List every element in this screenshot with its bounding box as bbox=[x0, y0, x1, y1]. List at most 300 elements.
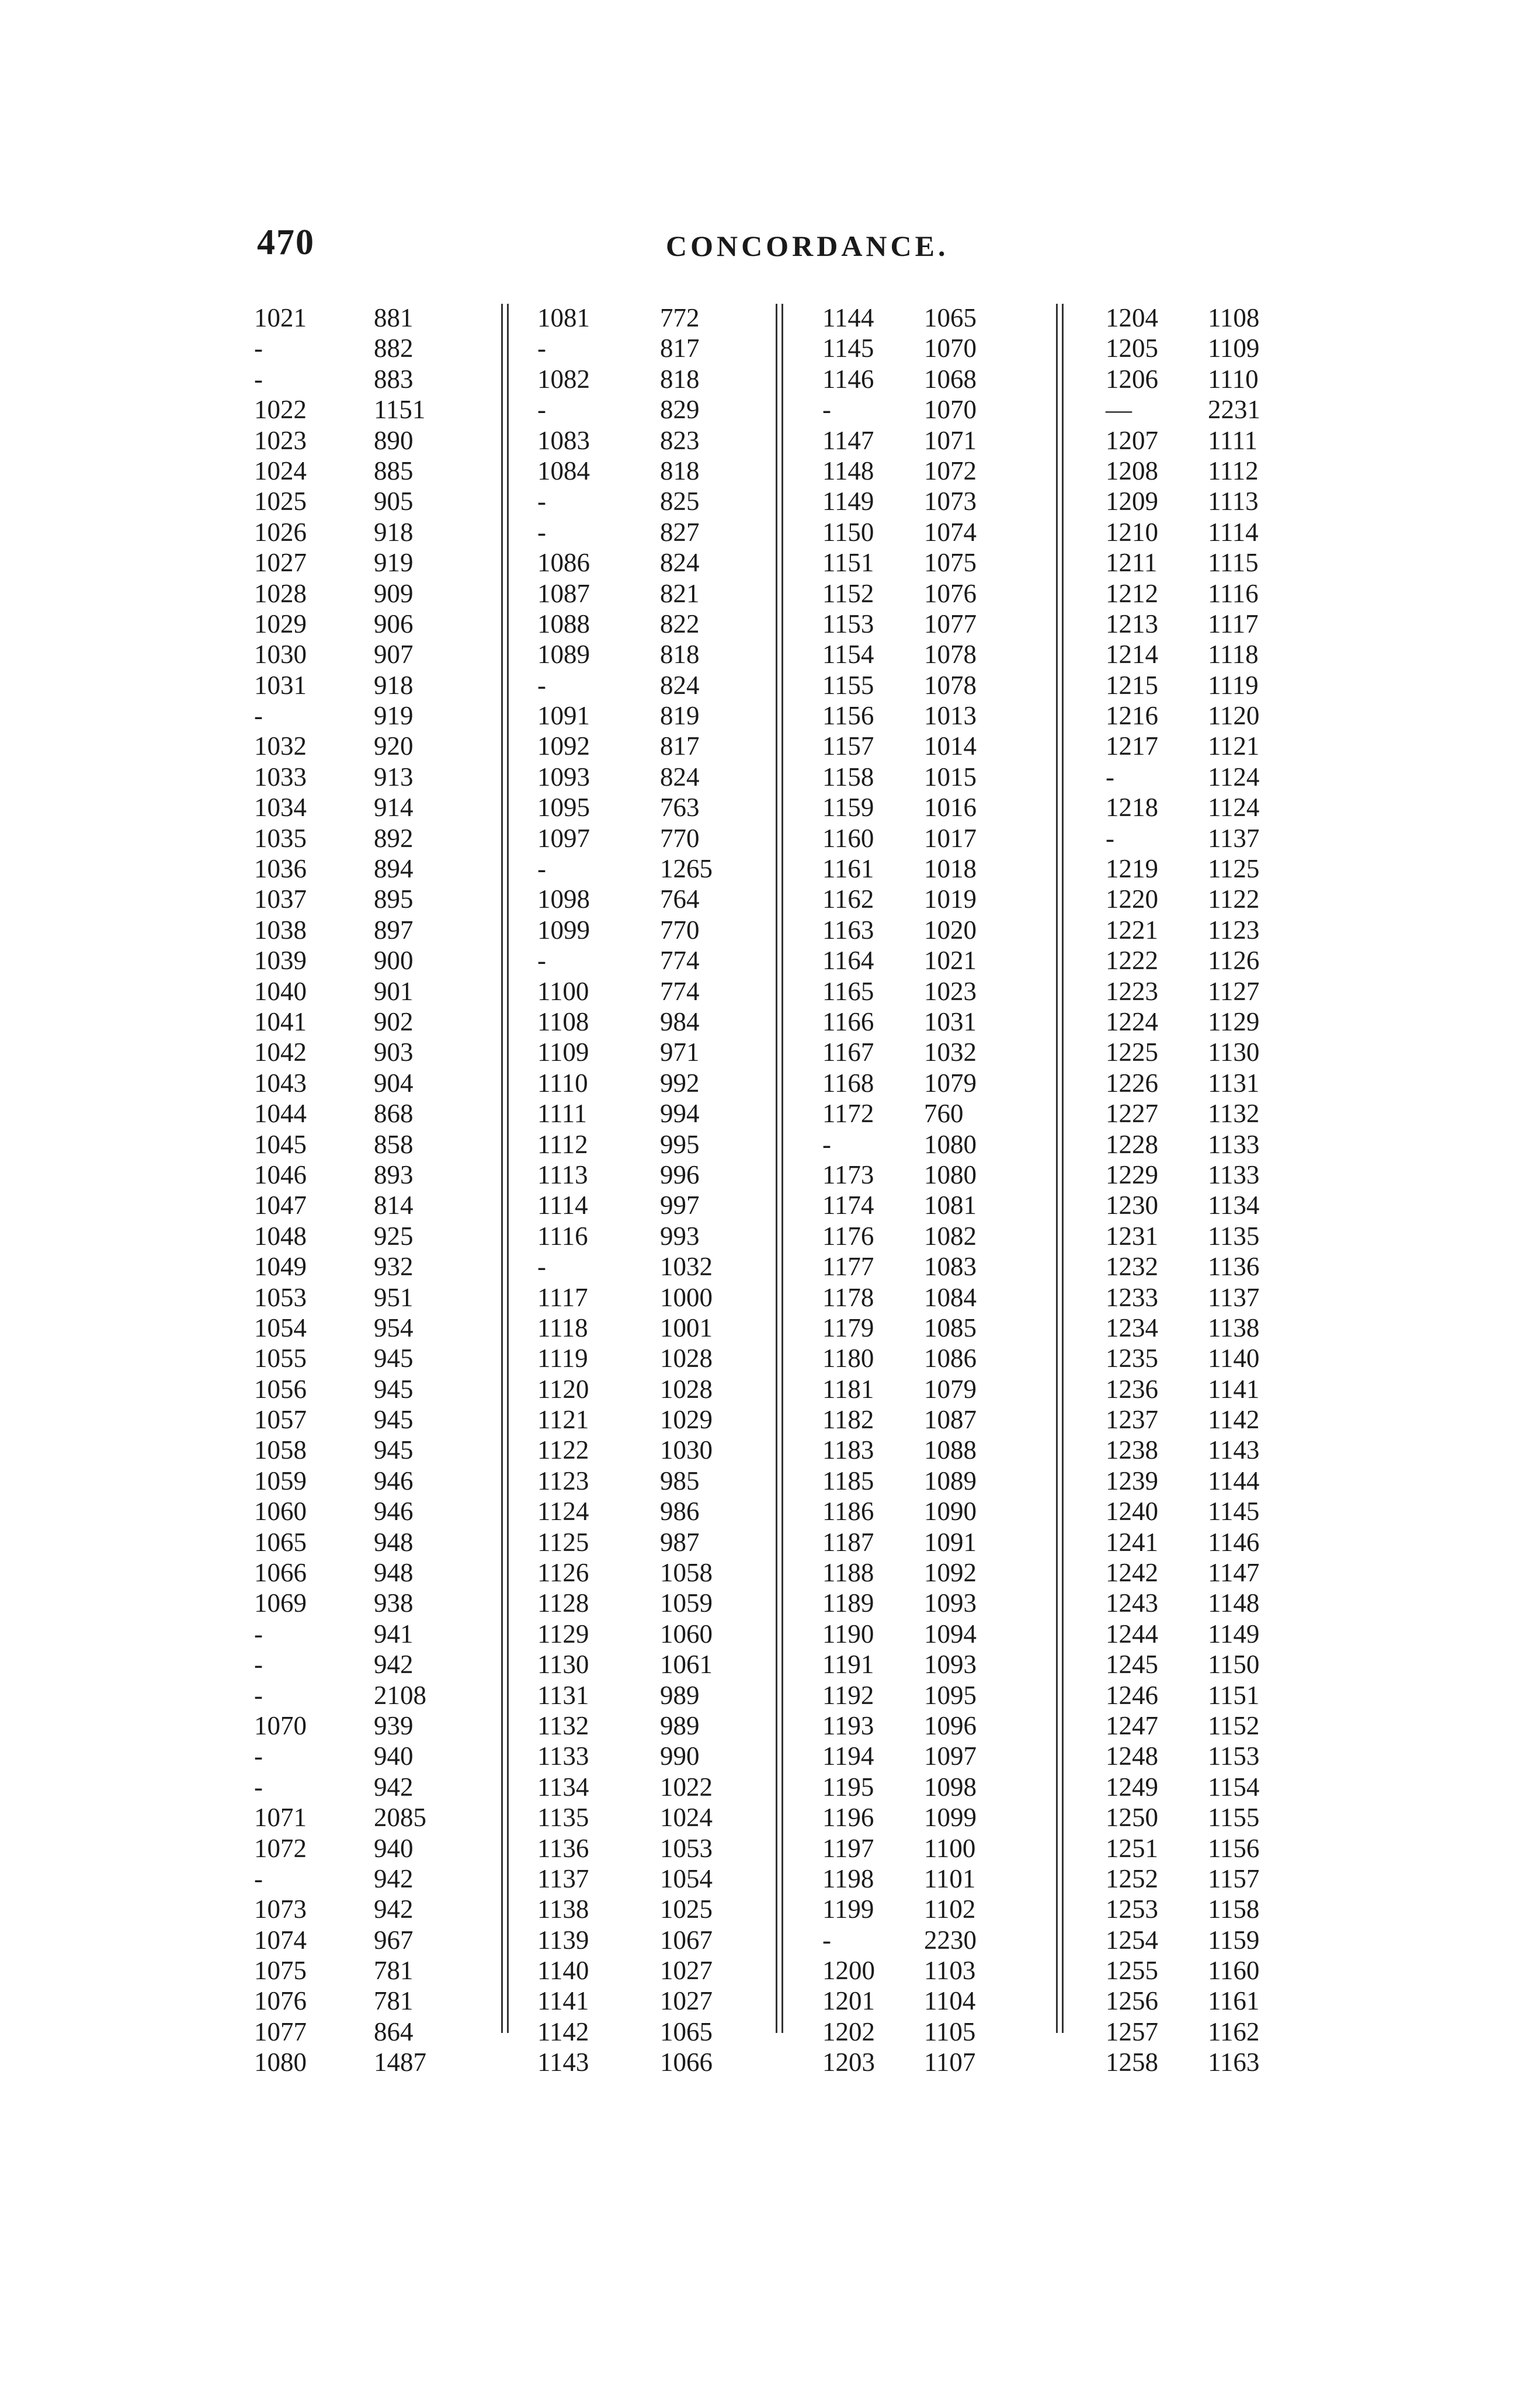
edition-reference: 1139 bbox=[537, 1925, 589, 1955]
column-divider bbox=[776, 304, 777, 2033]
concordance-reference: 989 bbox=[660, 1680, 700, 1710]
concordance-reference: 1020 bbox=[924, 915, 977, 945]
concordance-reference: 1093 bbox=[924, 1588, 977, 1618]
concordance-reference: 948 bbox=[374, 1527, 414, 1557]
concordance-reference: 774 bbox=[660, 976, 700, 1006]
edition-reference: - bbox=[254, 1772, 263, 1802]
edition-reference: 1057 bbox=[254, 1405, 307, 1435]
concordance-reference: 1061 bbox=[660, 1650, 713, 1680]
edition-reference: 1025 bbox=[254, 487, 307, 516]
edition-reference: 1135 bbox=[537, 1803, 589, 1833]
edition-reference: 1195 bbox=[822, 1772, 874, 1802]
concordance-reference: 1098 bbox=[924, 1772, 977, 1802]
concordance-reference: 954 bbox=[374, 1313, 414, 1342]
concordance-reference: 1156 bbox=[1208, 1833, 1260, 1863]
edition-reference: - bbox=[537, 854, 546, 884]
concordance-reference: 1070 bbox=[924, 395, 977, 425]
edition-reference: 1024 bbox=[254, 456, 307, 485]
edition-reference: 1126 bbox=[537, 1558, 589, 1588]
edition-reference: 1036 bbox=[254, 854, 307, 884]
edition-reference: 1188 bbox=[822, 1558, 874, 1588]
concordance-reference: 1028 bbox=[660, 1374, 713, 1404]
concordance-reference: 918 bbox=[374, 517, 414, 547]
concordance-reference: 1000 bbox=[660, 1282, 713, 1312]
edition-reference: 1183 bbox=[822, 1435, 874, 1465]
edition-reference: 1108 bbox=[537, 1007, 589, 1036]
edition-reference: 1045 bbox=[254, 1129, 307, 1159]
column-4-left bbox=[1106, 303, 1158, 2078]
concordance-reference: 781 bbox=[374, 1956, 414, 1986]
edition-reference: 1193 bbox=[822, 1710, 874, 1740]
concordance-reference: 1158 bbox=[1208, 1895, 1260, 1924]
edition-reference: 1187 bbox=[822, 1527, 874, 1557]
edition-reference: 1113 bbox=[537, 1160, 588, 1189]
edition-reference: 1251 bbox=[1106, 1833, 1158, 1863]
edition-reference: 1028 bbox=[254, 578, 307, 608]
edition-reference: 1109 bbox=[537, 1038, 589, 1067]
edition-reference: 1168 bbox=[822, 1068, 874, 1098]
edition-reference: 1233 bbox=[1106, 1282, 1158, 1312]
concordance-reference: 1093 bbox=[924, 1650, 977, 1680]
concordance-reference: 1080 bbox=[924, 1129, 977, 1159]
page-number: 470 bbox=[257, 223, 315, 262]
edition-reference: 1208 bbox=[1106, 456, 1158, 485]
concordance-reference: 824 bbox=[660, 762, 700, 792]
concordance-reference: 818 bbox=[660, 364, 700, 394]
edition-reference: 1030 bbox=[254, 640, 307, 669]
concordance-reference: 821 bbox=[660, 578, 700, 608]
concordance-reference: 1019 bbox=[924, 884, 977, 914]
edition-reference: 1197 bbox=[822, 1833, 874, 1863]
concordance-reference: 895 bbox=[374, 884, 414, 914]
edition-reference: 1239 bbox=[1106, 1466, 1158, 1496]
concordance-reference: 1118 bbox=[1208, 640, 1259, 669]
edition-reference: 1058 bbox=[254, 1435, 307, 1465]
edition-reference: 1194 bbox=[822, 1741, 874, 1771]
concordance-reference: 2085 bbox=[374, 1803, 426, 1833]
concordance-reference: 951 bbox=[374, 1282, 414, 1312]
concordance-reference: 2230 bbox=[924, 1925, 977, 1955]
concordance-reference: 1102 bbox=[924, 1895, 976, 1924]
edition-reference: 1089 bbox=[537, 640, 590, 669]
concordance-reference: 2108 bbox=[374, 1680, 426, 1710]
edition-reference: 1189 bbox=[822, 1588, 874, 1618]
edition-reference: 1173 bbox=[822, 1160, 874, 1189]
column-divider bbox=[1062, 304, 1064, 2033]
concordance-reference: 823 bbox=[660, 425, 700, 455]
edition-reference: 1190 bbox=[822, 1619, 874, 1649]
edition-reference: 1055 bbox=[254, 1344, 307, 1373]
edition-reference: 1227 bbox=[1106, 1099, 1158, 1129]
edition-reference: 1177 bbox=[822, 1252, 874, 1282]
concordance-reference: 2231 bbox=[1208, 395, 1260, 425]
concordance-reference: 1107 bbox=[924, 2048, 976, 2077]
edition-reference: - bbox=[254, 1680, 263, 1710]
edition-reference: - bbox=[254, 701, 263, 731]
concordance-reference: 1096 bbox=[924, 1710, 977, 1740]
edition-reference: 1120 bbox=[537, 1374, 589, 1404]
edition-reference: 1224 bbox=[1106, 1007, 1158, 1036]
edition-reference: 1042 bbox=[254, 1038, 307, 1067]
edition-reference: 1111 bbox=[537, 1099, 587, 1129]
concordance-reference: 905 bbox=[374, 487, 414, 516]
concordance-reference: 1078 bbox=[924, 670, 977, 700]
concordance-reference: 989 bbox=[660, 1710, 700, 1740]
concordance-reference: 1025 bbox=[660, 1895, 713, 1924]
edition-reference: 1211 bbox=[1106, 548, 1158, 578]
edition-reference: 1203 bbox=[822, 2048, 875, 2077]
concordance-reference: 940 bbox=[374, 1833, 414, 1863]
concordance-reference: 1073 bbox=[924, 487, 977, 516]
concordance-reference: 1071 bbox=[924, 425, 977, 455]
concordance-reference: 1013 bbox=[924, 701, 977, 731]
edition-reference: 1223 bbox=[1106, 976, 1158, 1006]
edition-reference: 1252 bbox=[1106, 1864, 1158, 1893]
edition-reference: 1150 bbox=[822, 517, 874, 547]
concordance-reference: 945 bbox=[374, 1374, 414, 1404]
edition-reference: 1244 bbox=[1106, 1619, 1158, 1649]
concordance-reference: 918 bbox=[374, 670, 414, 700]
edition-reference: 1202 bbox=[822, 2017, 875, 2046]
concordance-reference: 1157 bbox=[1208, 1864, 1260, 1893]
concordance-reference: 1154 bbox=[1208, 1772, 1260, 1802]
edition-reference: 1229 bbox=[1106, 1160, 1158, 1189]
edition-reference: 1192 bbox=[822, 1680, 874, 1710]
concordance-reference: 1018 bbox=[924, 854, 977, 884]
edition-reference: 1206 bbox=[1106, 364, 1158, 394]
edition-reference: - bbox=[537, 946, 546, 976]
concordance-reference: 1137 bbox=[1208, 1282, 1260, 1312]
edition-reference: 1147 bbox=[822, 425, 874, 455]
concordance-reference: 948 bbox=[374, 1558, 414, 1588]
concordance-reference: 1141 bbox=[1208, 1374, 1260, 1404]
edition-reference: 1118 bbox=[537, 1313, 588, 1342]
edition-reference: 1146 bbox=[822, 364, 874, 394]
edition-reference: 1164 bbox=[822, 946, 874, 976]
edition-reference: 1056 bbox=[254, 1374, 307, 1404]
edition-reference: 1128 bbox=[537, 1588, 589, 1618]
concordance-reference: 1153 bbox=[1208, 1741, 1260, 1771]
edition-reference: 1248 bbox=[1106, 1741, 1158, 1771]
edition-reference: 1070 bbox=[254, 1710, 307, 1740]
concordance-reference: 829 bbox=[660, 395, 700, 425]
edition-reference: 1250 bbox=[1106, 1803, 1158, 1833]
edition-reference: 1130 bbox=[537, 1650, 589, 1680]
edition-reference: 1221 bbox=[1106, 915, 1158, 945]
concordance-reference: 1028 bbox=[660, 1344, 713, 1373]
concordance-reference: 858 bbox=[374, 1129, 414, 1159]
concordance-reference: 1145 bbox=[1208, 1497, 1260, 1526]
concordance-reference: 996 bbox=[660, 1160, 700, 1189]
concordance-reference: 819 bbox=[660, 701, 700, 731]
concordance-reference: 909 bbox=[374, 578, 414, 608]
edition-reference: 1069 bbox=[254, 1588, 307, 1618]
concordance-reference: 1027 bbox=[660, 1956, 713, 1986]
edition-reference: 1160 bbox=[822, 823, 874, 853]
edition-reference: - bbox=[254, 1864, 263, 1893]
concordance-reference: 1065 bbox=[924, 303, 977, 332]
concordance-reference: 939 bbox=[374, 1710, 414, 1740]
edition-reference: 1180 bbox=[822, 1344, 874, 1373]
concordance-reference: 1081 bbox=[924, 1191, 977, 1220]
concordance-reference: 1053 bbox=[660, 1833, 713, 1863]
edition-reference: 1141 bbox=[537, 1986, 589, 2016]
concordance-reference: 902 bbox=[374, 1007, 414, 1036]
concordance-reference: 990 bbox=[660, 1741, 700, 1771]
concordance-reference: 1152 bbox=[1208, 1710, 1260, 1740]
edition-reference: 1053 bbox=[254, 1282, 307, 1312]
edition-reference: 1066 bbox=[254, 1558, 307, 1588]
edition-reference: 1093 bbox=[537, 762, 590, 792]
edition-reference: 1235 bbox=[1106, 1344, 1158, 1373]
concordance-reference: 1133 bbox=[1208, 1129, 1260, 1159]
running-title: CONCORDANCE. bbox=[666, 230, 949, 262]
edition-reference: 1236 bbox=[1106, 1374, 1158, 1404]
concordance-reference: 1016 bbox=[924, 793, 977, 823]
concordance-reference: 897 bbox=[374, 915, 414, 945]
concordance-reference: 1059 bbox=[660, 1588, 713, 1618]
edition-reference: 1205 bbox=[1106, 334, 1158, 363]
concordance-reference: 942 bbox=[374, 1895, 414, 1924]
edition-reference: 1134 bbox=[537, 1772, 589, 1802]
concordance-reference: 1089 bbox=[924, 1466, 977, 1496]
concordance-reference: 1124 bbox=[1208, 762, 1260, 792]
concordance-reference: 764 bbox=[660, 884, 700, 914]
concordance-reference: 1126 bbox=[1208, 946, 1260, 976]
concordance-reference: 1144 bbox=[1208, 1466, 1260, 1496]
edition-reference: 1047 bbox=[254, 1191, 307, 1220]
edition-reference: 1148 bbox=[822, 456, 874, 485]
edition-reference: 1232 bbox=[1106, 1252, 1158, 1282]
column-divider bbox=[501, 304, 503, 2033]
concordance-reference: 1117 bbox=[1208, 609, 1259, 639]
edition-reference: 1157 bbox=[822, 731, 874, 761]
edition-reference: 1059 bbox=[254, 1466, 307, 1496]
edition-reference: 1044 bbox=[254, 1099, 307, 1129]
concordance-reference: 1085 bbox=[924, 1313, 977, 1342]
edition-reference: 1136 bbox=[537, 1833, 589, 1863]
edition-reference: 1213 bbox=[1106, 609, 1158, 639]
concordance-reference: 822 bbox=[660, 609, 700, 639]
concordance-reference: 1070 bbox=[924, 334, 977, 363]
concordance-reference: 818 bbox=[660, 456, 700, 485]
concordance-reference: 1001 bbox=[660, 1313, 713, 1342]
concordance-reference: 1080 bbox=[924, 1160, 977, 1189]
concordance-reference: 984 bbox=[660, 1007, 700, 1036]
concordance-reference: 1099 bbox=[924, 1803, 977, 1833]
concordance-reference: 919 bbox=[374, 701, 414, 731]
concordance-reference: 1087 bbox=[924, 1405, 977, 1435]
edition-reference: 1215 bbox=[1106, 670, 1158, 700]
concordance-reference: 885 bbox=[374, 456, 414, 485]
edition-reference: 1255 bbox=[1106, 1956, 1158, 1986]
edition-reference: 1027 bbox=[254, 548, 307, 578]
concordance-reference: 1091 bbox=[924, 1527, 977, 1557]
concordance-reference: 818 bbox=[660, 640, 700, 669]
concordance-reference: 1138 bbox=[1208, 1313, 1260, 1342]
concordance-reference: 946 bbox=[374, 1497, 414, 1526]
concordance-reference: 992 bbox=[660, 1068, 700, 1098]
edition-reference: 1119 bbox=[537, 1344, 588, 1373]
edition-reference: 1095 bbox=[537, 793, 590, 823]
concordance-reference: 1094 bbox=[924, 1619, 977, 1649]
edition-reference: 1179 bbox=[822, 1313, 874, 1342]
concordance-reference: 1027 bbox=[660, 1986, 713, 2016]
edition-reference: 1049 bbox=[254, 1252, 307, 1282]
column-3-left bbox=[822, 303, 875, 2078]
edition-reference: 1156 bbox=[822, 701, 874, 731]
edition-reference: 1242 bbox=[1106, 1558, 1158, 1588]
edition-reference: 1022 bbox=[254, 395, 307, 425]
column-divider bbox=[1056, 304, 1058, 2033]
concordance-reference: 1031 bbox=[924, 1007, 977, 1036]
edition-reference: - bbox=[537, 395, 546, 425]
concordance-reference: 1125 bbox=[1208, 854, 1260, 884]
edition-reference: 1210 bbox=[1106, 517, 1158, 547]
concordance-reference: 1084 bbox=[924, 1282, 977, 1312]
concordance-reference: 942 bbox=[374, 1650, 414, 1680]
edition-reference: 1243 bbox=[1106, 1588, 1158, 1618]
edition-reference: 1098 bbox=[537, 884, 590, 914]
concordance-reference: 987 bbox=[660, 1527, 700, 1557]
concordance-reference: 1032 bbox=[924, 1038, 977, 1067]
edition-reference: 1110 bbox=[537, 1068, 588, 1098]
edition-reference: 1087 bbox=[537, 578, 590, 608]
edition-reference: 1201 bbox=[822, 1986, 875, 2016]
edition-reference: 1129 bbox=[537, 1619, 589, 1649]
column-1-right bbox=[374, 303, 426, 2078]
edition-reference: 1225 bbox=[1106, 1038, 1158, 1067]
concordance-reference: 901 bbox=[374, 976, 414, 1006]
edition-reference: 1165 bbox=[822, 976, 874, 1006]
edition-reference: - bbox=[537, 487, 546, 516]
edition-reference: 1043 bbox=[254, 1068, 307, 1098]
concordance-reference: 1029 bbox=[660, 1405, 713, 1435]
concordance-reference: 763 bbox=[660, 793, 700, 823]
edition-reference: 1162 bbox=[822, 884, 874, 914]
concordance-reference: 1088 bbox=[924, 1435, 977, 1465]
edition-reference: 1038 bbox=[254, 915, 307, 945]
concordance-reference: 1060 bbox=[660, 1619, 713, 1649]
edition-reference: - bbox=[254, 1619, 263, 1649]
concordance-reference: 1109 bbox=[1208, 334, 1260, 363]
concordance-reference: 1074 bbox=[924, 517, 977, 547]
edition-reference: 1185 bbox=[822, 1466, 874, 1496]
concordance-reference: 1142 bbox=[1208, 1405, 1260, 1435]
concordance-reference: 925 bbox=[374, 1221, 414, 1251]
concordance-reference: 1078 bbox=[924, 640, 977, 669]
concordance-reference: 824 bbox=[660, 548, 700, 578]
edition-reference: 1198 bbox=[822, 1864, 874, 1893]
edition-reference: 1116 bbox=[537, 1221, 588, 1251]
edition-reference: 1200 bbox=[822, 1956, 875, 1986]
edition-reference: 1247 bbox=[1106, 1710, 1158, 1740]
edition-reference: 1144 bbox=[822, 303, 874, 332]
concordance-reference: 1130 bbox=[1208, 1038, 1260, 1067]
edition-reference: 1081 bbox=[537, 303, 590, 332]
edition-reference: 1137 bbox=[537, 1864, 589, 1893]
concordance-reference: 817 bbox=[660, 334, 700, 363]
column-2-right bbox=[660, 303, 713, 2078]
edition-reference: - bbox=[537, 517, 546, 547]
concordance-reference: 1032 bbox=[660, 1252, 713, 1282]
concordance-reference: 1079 bbox=[924, 1374, 977, 1404]
concordance-reference: 1021 bbox=[924, 946, 977, 976]
concordance-reference: 932 bbox=[374, 1252, 414, 1282]
edition-reference: 1026 bbox=[254, 517, 307, 547]
column-4-right bbox=[1208, 303, 1260, 2078]
edition-reference: 1178 bbox=[822, 1282, 874, 1312]
edition-reference: 1065 bbox=[254, 1527, 307, 1557]
column-3-right bbox=[924, 303, 977, 2078]
concordance-reference: 993 bbox=[660, 1221, 700, 1251]
edition-reference: 1072 bbox=[254, 1833, 307, 1863]
edition-reference: 1234 bbox=[1106, 1313, 1158, 1342]
edition-reference: 1100 bbox=[537, 976, 589, 1006]
edition-reference: 1040 bbox=[254, 976, 307, 1006]
concordance-reference: 938 bbox=[374, 1588, 414, 1618]
edition-reference: 1054 bbox=[254, 1313, 307, 1342]
edition-reference: 1174 bbox=[822, 1191, 874, 1220]
concordance-reference: 946 bbox=[374, 1466, 414, 1496]
concordance-reference: 1105 bbox=[924, 2017, 976, 2046]
concordance-reference: 1030 bbox=[660, 1435, 713, 1465]
edition-reference: 1163 bbox=[822, 915, 874, 945]
concordance-reference: 942 bbox=[374, 1772, 414, 1802]
concordance-reference: 1129 bbox=[1208, 1007, 1260, 1036]
concordance-reference: 864 bbox=[374, 2017, 414, 2046]
concordance-reference: 1104 bbox=[924, 1986, 976, 2016]
edition-reference: 1122 bbox=[537, 1435, 589, 1465]
concordance-reference: 825 bbox=[660, 487, 700, 516]
concordance-reference: 824 bbox=[660, 670, 700, 700]
concordance-reference: 1132 bbox=[1208, 1099, 1260, 1129]
edition-reference: 1117 bbox=[537, 1282, 588, 1312]
concordance-reference: 770 bbox=[660, 915, 700, 945]
concordance-reference: 1075 bbox=[924, 548, 977, 578]
concordance-reference: 1086 bbox=[924, 1344, 977, 1373]
concordance-reference: 1151 bbox=[374, 395, 426, 425]
concordance-reference: 997 bbox=[660, 1191, 700, 1220]
edition-reference: 1176 bbox=[822, 1221, 874, 1251]
edition-reference: 1142 bbox=[537, 2017, 589, 2046]
edition-reference: 1149 bbox=[822, 487, 874, 516]
edition-reference: 1091 bbox=[537, 701, 590, 731]
edition-reference: - bbox=[254, 1741, 263, 1771]
concordance-reference: 1068 bbox=[924, 364, 977, 394]
edition-reference: 1204 bbox=[1106, 303, 1158, 332]
concordance-reference: 920 bbox=[374, 731, 414, 761]
edition-reference: 1034 bbox=[254, 793, 307, 823]
concordance-reference: 903 bbox=[374, 1038, 414, 1067]
edition-reference: 1237 bbox=[1106, 1405, 1158, 1435]
concordance-reference: 1140 bbox=[1208, 1344, 1260, 1373]
concordance-reference: 1014 bbox=[924, 731, 977, 761]
edition-reference: 1084 bbox=[537, 456, 590, 485]
edition-reference: - bbox=[1106, 762, 1114, 792]
concordance-reference: 1015 bbox=[924, 762, 977, 792]
edition-reference: 1253 bbox=[1106, 1895, 1158, 1924]
edition-reference: 1256 bbox=[1106, 1986, 1158, 2016]
edition-reference: 1240 bbox=[1106, 1497, 1158, 1526]
concordance-reference: 1067 bbox=[660, 1925, 713, 1955]
edition-reference: 1088 bbox=[537, 609, 590, 639]
edition-reference: - bbox=[254, 364, 263, 394]
concordance-reference: 1022 bbox=[660, 1772, 713, 1802]
concordance-reference: 1163 bbox=[1208, 2048, 1260, 2077]
concordance-reference: 774 bbox=[660, 946, 700, 976]
concordance-reference: 945 bbox=[374, 1405, 414, 1435]
